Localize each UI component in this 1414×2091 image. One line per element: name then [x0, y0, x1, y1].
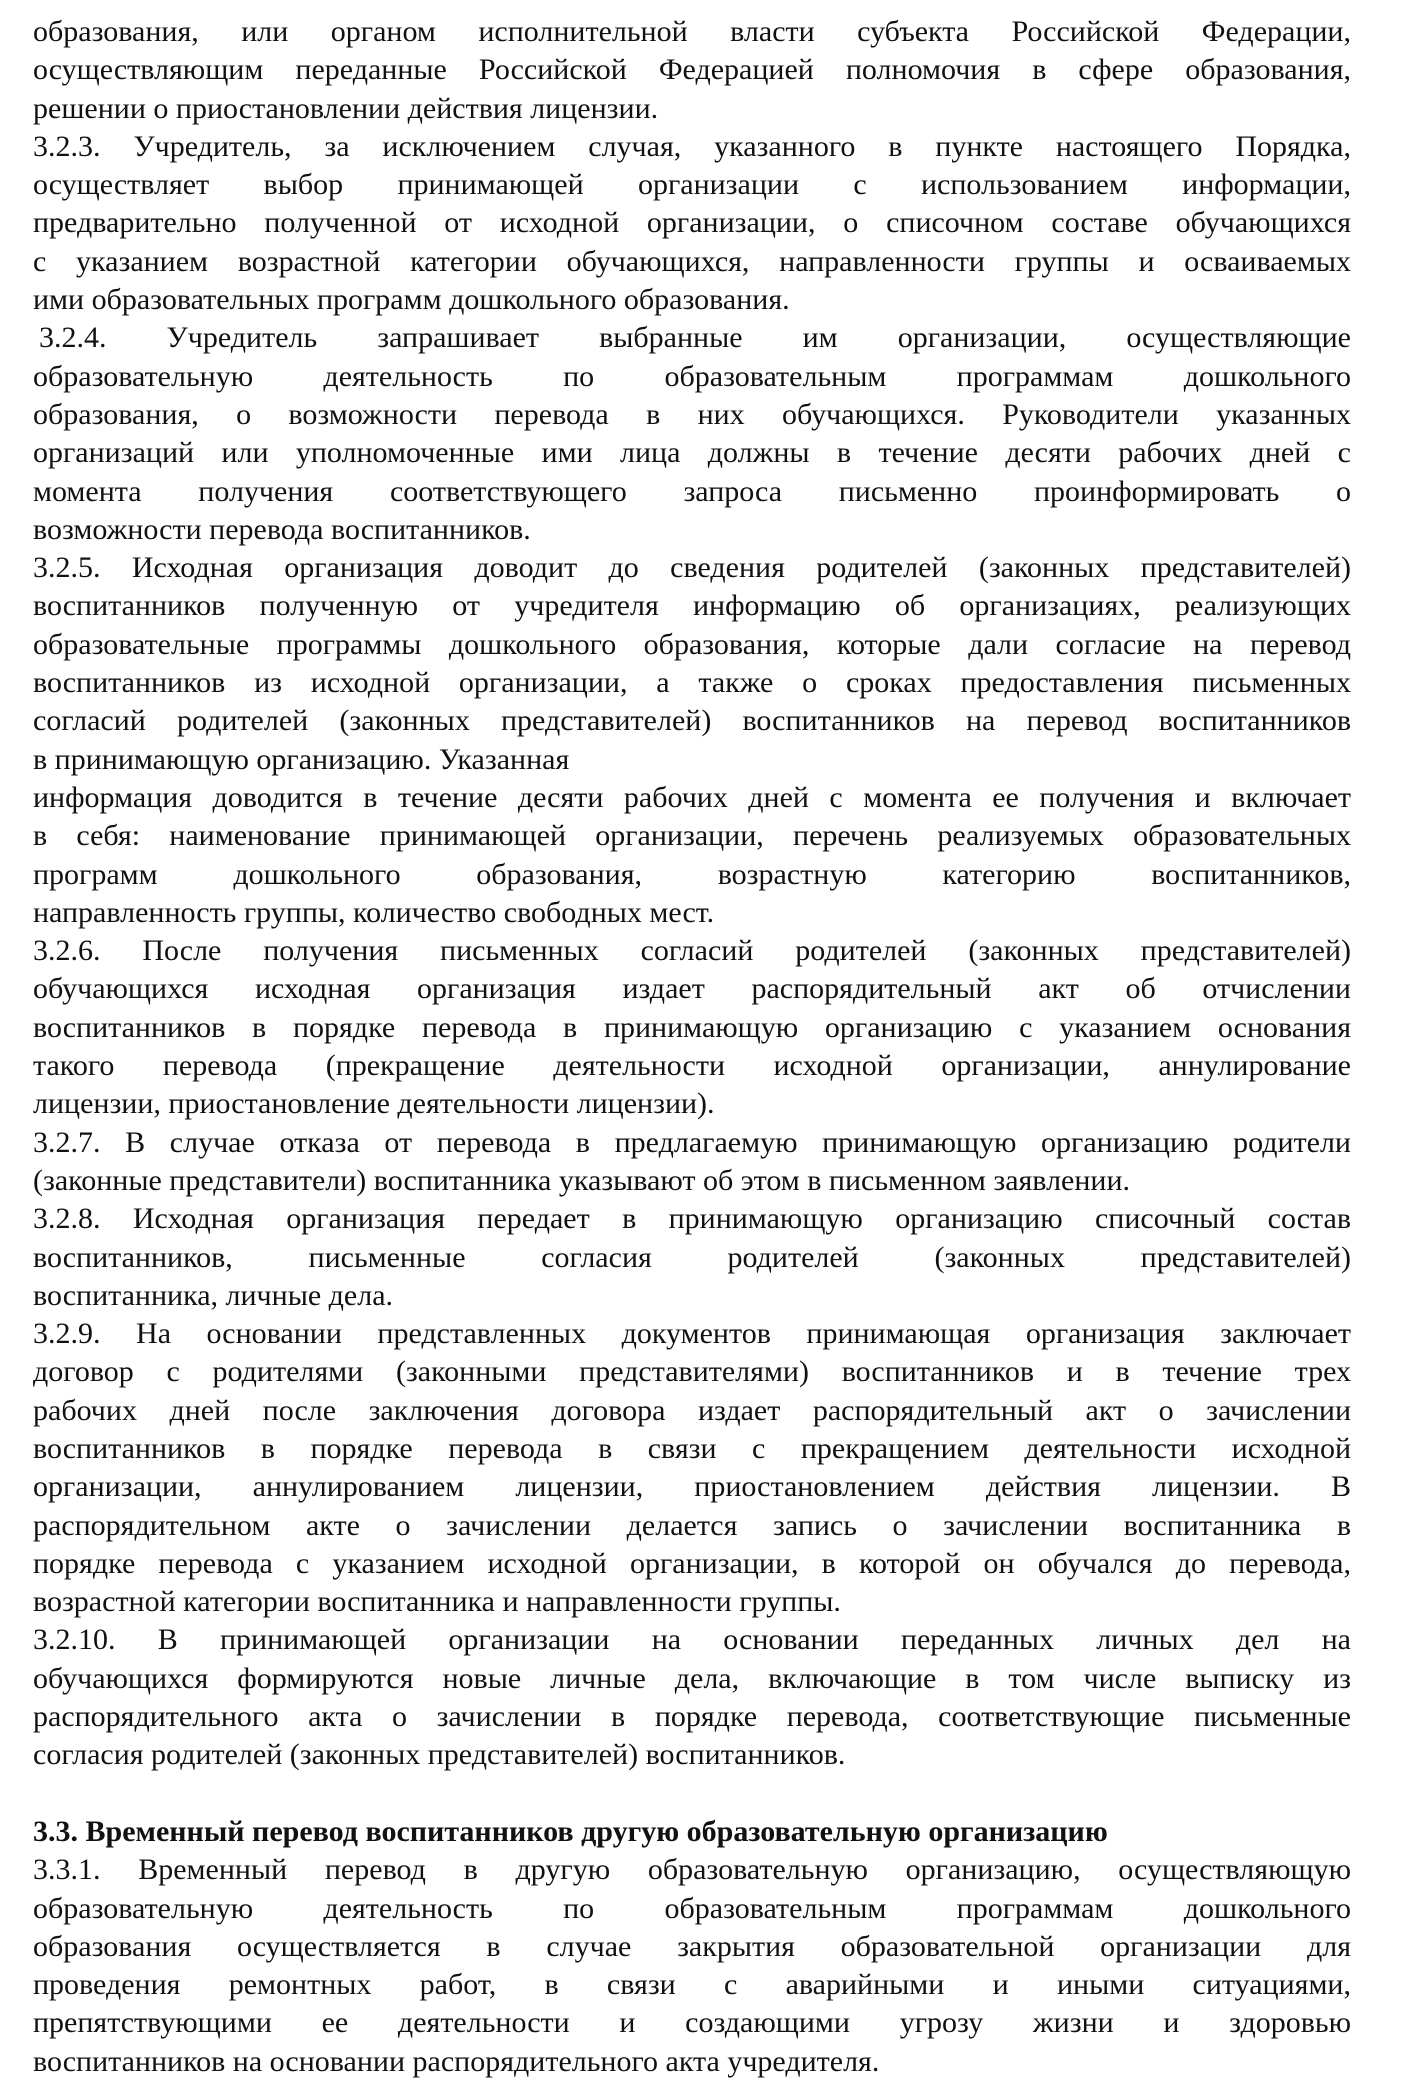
text-line: образовательную деятельность по образовательным программам дошкольного	[33, 359, 1351, 393]
paragraph	[33, 932, 1351, 1123]
paragraph	[33, 1851, 1351, 2081]
text-line: воспитанников из исходной организации, а также о сроках предоставления письменных	[33, 666, 1351, 700]
paragraph	[33, 1200, 1351, 1315]
paragraph	[33, 549, 1351, 779]
text-line: порядке перевода с указанием исходной организации, в которой он обучался до перевода,	[33, 1546, 1351, 1580]
text-line: организаций или уполномоченные ими лица должны в течение десяти рабочих дней с	[33, 436, 1351, 470]
text-line: распорядительного акта о зачислении в порядке перевода, соответствующие письменные	[33, 1700, 1351, 1734]
paragraph	[33, 779, 1351, 932]
text-line: 3.2.8. Исходная организация передает в принимающую организацию списочный состав	[33, 1202, 1351, 1236]
paragraph	[33, 1124, 1351, 1201]
heading-text: 3.3. Временный перевод воспитанников другую образовательную организацию	[33, 1814, 1108, 1848]
text-line: распорядительном акте о зачислении делается запись о зачислении воспитанника в	[33, 1508, 1351, 1542]
text-line: обучающихся исходная организация издает распорядительный акт об отчислении	[33, 972, 1351, 1006]
text-line: воспитанников полученную от учредителя информацию об организациях, реализующих	[33, 589, 1351, 623]
text-line: 3.3.1. Временный перевод в другую образовательную организацию, осуществляющую	[33, 1853, 1351, 1887]
text-line: воспитанников, письменные согласия родителей (законных представителей)	[33, 1240, 1351, 1274]
text-line: такого перевода (прекращение деятельности исходной организации, аннулирование	[33, 1049, 1351, 1083]
text-line: предварительно полученной от исходной организации, о списочном составе обучающихся	[33, 206, 1351, 240]
text-line: организации, аннулированием лицензии, приостановлением действия лицензии. В	[33, 1470, 1351, 1504]
text-line: согласий родителей (законных представителей) воспитанников на перевод воспитанников	[33, 704, 1351, 738]
text-line: обучающихся формируются новые личные дела, включающие в том числе выписку из	[33, 1661, 1351, 1695]
text-line: осуществляет выбор принимающей организации с использованием информации,	[33, 168, 1351, 202]
text-line: возможности перевода воспитанников.	[33, 512, 531, 546]
text-line: образования осуществляется в случае закрытия образовательной организации для	[33, 1929, 1351, 1963]
text-line: осуществляющим переданные Российской Федерацией полномочия в сфере образования,	[33, 53, 1351, 87]
text-line: воспитанников в порядке перевода в принимающую организацию с указанием основания	[33, 1010, 1351, 1044]
text-line: ими образовательных программ дошкольного образования.	[33, 283, 790, 317]
text-line: согласия родителей (законных представителей) воспитанников.	[33, 1738, 846, 1772]
text-line: момента получения соответствующего запроса письменно проинформировать о	[33, 474, 1351, 508]
document-page	[33, 13, 1351, 2081]
section-heading	[33, 1813, 1351, 1851]
paragraph	[33, 1315, 1351, 1621]
text-line: образовательную деятельность по образовательным программам дошкольного	[33, 1891, 1351, 1925]
text-line: воспитанников в порядке перевода в связи с прекращением деятельности исходной	[33, 1431, 1351, 1465]
text-line: препятствующими ее деятельности и создающими угрозу жизни и здоровью	[33, 2006, 1351, 2040]
text-line: решении о приостановлении действия лицензии.	[33, 91, 659, 125]
text-line: договор с родителями (законными представителями) воспитанников и в течение трех	[33, 1355, 1351, 1389]
text-line: 3.2.4. Учредитель запрашивает выбранные им организации, осуществляющие	[39, 321, 1351, 355]
text-line: рабочих дней после заключения договора издает распорядительный акт о зачислении	[33, 1393, 1351, 1427]
blank-line	[33, 1775, 1351, 1813]
text-line: с указанием возрастной категории обучающихся, направленности группы и осваиваемых	[33, 244, 1351, 278]
text-line: проведения ремонтных работ, в связи с аварийными и иными ситуациями,	[33, 1968, 1351, 2002]
text-line: (законные представители) воспитанника указывают об этом в письменном заявлении.	[33, 1163, 1131, 1197]
text-line: 3.2.3. Учредитель, за исключением случая, указанного в пункте настоящего Порядка,	[33, 129, 1351, 163]
text-line: 3.2.5. Исходная организация доводит до сведения родителей (законных представителей)	[33, 551, 1351, 585]
text-line: лицензии, приостановление деятельности лицензии).	[33, 1087, 715, 1121]
text-line: в себя: наименование принимающей организации, перечень реализуемых образовательных	[33, 819, 1351, 853]
paragraph	[33, 319, 1351, 549]
text-line: 3.2.9. На основании представленных документов принимающая организация заключает	[33, 1317, 1351, 1351]
text-line: образования, или органом исполнительной власти субъекта Российской Федерации,	[33, 15, 1351, 48]
text-line: образования, о возможности перевода в них обучающихся. Руководители указанных	[33, 397, 1351, 431]
text-line: 3.2.10. В принимающей организации на основании переданных личных дел на	[33, 1623, 1351, 1657]
text-line: воспитанника, личные дела.	[33, 1278, 394, 1312]
text-line: направленность группы, количество свободных мест.	[33, 895, 715, 929]
paragraph	[33, 128, 1351, 319]
text-line: возрастной категории воспитанника и направленности группы.	[33, 1585, 841, 1619]
text-line: 3.2.6. После получения письменных согласий родителей (законных представителей)	[33, 934, 1351, 968]
text-line: программ дошкольного образования, возрастную категорию воспитанников,	[33, 857, 1351, 891]
text-line: образовательные программы дошкольного образования, которые дали согласие на перевод	[33, 627, 1351, 661]
text-line: информация доводится в течение десяти рабочих дней с момента ее получения и включает	[33, 780, 1351, 814]
text-line: воспитанников на основании распорядительного акта учредителя.	[33, 2044, 880, 2078]
paragraph	[33, 13, 1351, 128]
text-line: 3.2.7. В случае отказа от перевода в предлагаемую принимающую организацию родители	[33, 1125, 1351, 1159]
paragraph	[33, 1621, 1351, 1774]
text-line: в принимающую организацию. Указанная	[33, 742, 570, 776]
